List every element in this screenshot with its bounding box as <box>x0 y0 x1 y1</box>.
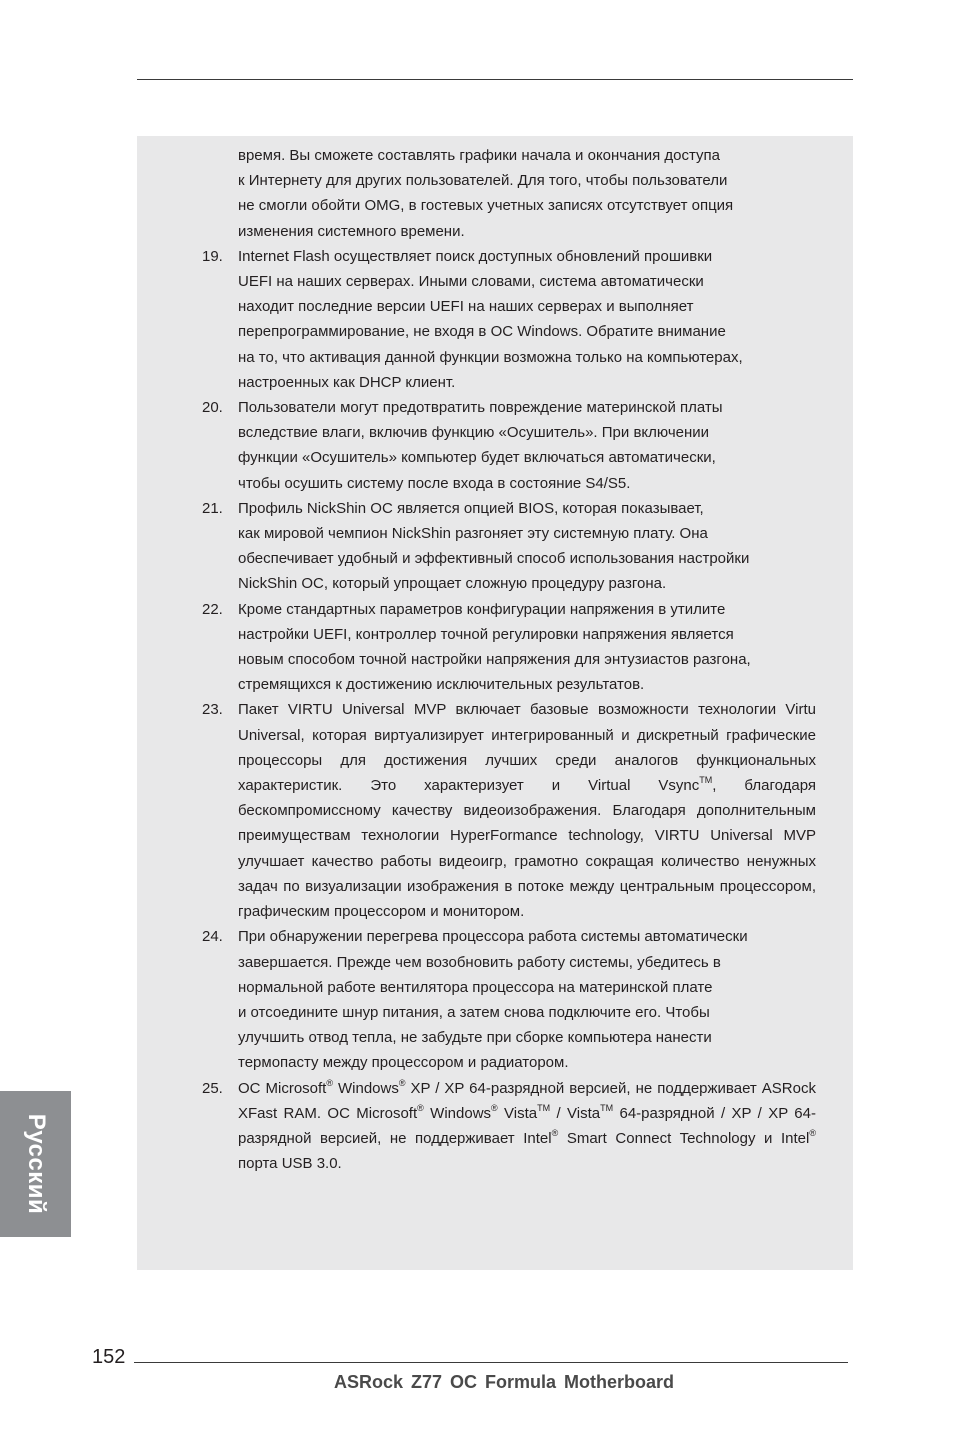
text-line: обеспечивает удобный и эффективный способ использования настройки <box>238 550 750 568</box>
text-line: Профиль NickShin OC является опцией BIOS, которая показывает, <box>238 499 704 517</box>
item-number: 20. <box>202 399 223 417</box>
list-item-22 <box>202 597 816 698</box>
list-item-21 <box>202 496 816 597</box>
text-line: Пользователи могут предотвратить повреждение материнской платы <box>238 399 723 417</box>
text-run: , благодаря бескомпромиссному качеству видеоизображения. Благодаря дополнительным преимуществам технологии HyperFormance technology, VIRTU Universal MVP улучшает качество работы видеоигр, грамотно сокращая количество ненужных задач по визуализации изображения в потоке между центральным процессором, графическим процессором и монитором. <box>238 777 816 921</box>
registered-mark: ® <box>417 1102 424 1113</box>
item-number: 22. <box>202 600 223 618</box>
text-run: 64-разрядной / XP / XP 64-разрядной версией, не поддерживает Intel <box>238 1104 816 1147</box>
text-line: не смогли обойти OMG, в гостевых учетных записях отсутствует опция <box>238 197 734 215</box>
item-number: 23. <box>202 701 223 719</box>
text-line: При обнаружении перегрева процессора работа системы автоматически <box>238 928 748 946</box>
text-run: Windows <box>423 1104 492 1122</box>
text-line: настроенных как DHCP клиент. <box>238 373 456 391</box>
registered-mark: ® <box>326 1077 333 1088</box>
language-side-tab <box>0 1091 71 1237</box>
text-line: изменения системного времени. <box>238 222 465 240</box>
trademark-mark: TM <box>537 1102 551 1113</box>
item-number: 21. <box>202 499 223 517</box>
list-item-19 <box>202 244 816 395</box>
text-line: к Интернету для других пользователей. Для того, чтобы пользователи <box>238 172 728 190</box>
text-line: настройки UEFI, контроллер точной регулировки напряжения является <box>238 625 734 643</box>
list-item-20 <box>202 395 816 496</box>
text-run: Пакет VIRTU Universal MVP включает базовые возможности технологии Virtu Universal, которая виртуализирует интегрированный и дискретный графические процессоры для достижения лучших среди аналогов функциональных характеристик. Это характеризует и Virtual Vsync <box>238 701 816 795</box>
footer-title: ASRock Z77 OC Formula Motherboard <box>333 1372 675 1392</box>
registered-mark: ® <box>551 1127 559 1138</box>
bottom-rule <box>134 1362 848 1363</box>
registered-mark: ® <box>491 1102 498 1113</box>
text-line: Internet Flash осуществляет поиск доступных обновлений прошивки <box>238 247 713 265</box>
text-run: ОС Microsoft <box>238 1079 327 1097</box>
text-line: вследствие влаги, включив функцию «Осушитель». При включении <box>238 424 710 442</box>
text-area <box>202 143 816 1176</box>
trademark-mark: TM <box>699 775 713 786</box>
text-line: функции «Осушитель» компьютер будет включаться автоматически, <box>238 449 716 467</box>
text-line: стремящихся к достижению исключительных результатов. <box>238 676 645 694</box>
text-run: Windows <box>333 1079 399 1097</box>
language-label: Русский <box>22 1113 50 1215</box>
text-run: XP / XP 64-разрядной версией, не поддерживает ASRock XFast RAM. ОС Microsoft <box>238 1079 816 1122</box>
text-line: как мировой чемпион NickShin разгоняет эту системную плату. Она <box>238 525 708 543</box>
text-line: время. Вы сможете составлять графики начала и окончания доступа <box>238 147 721 164</box>
text-run: / Vista <box>550 1104 601 1122</box>
item-number: 19. <box>202 247 223 265</box>
item-number: 24. <box>202 928 223 946</box>
list-item-23 <box>202 697 816 924</box>
text-line: находит последние версии UEFI на наших серверах и выполняет <box>238 298 694 316</box>
text-line: термопасту между процессором и радиатором. <box>238 1054 569 1072</box>
continuation-paragraph <box>238 143 816 244</box>
text-line: UEFI на наших серверах. Иными словами, система автоматически <box>238 273 704 291</box>
list-item-25 <box>202 1076 816 1177</box>
registered-mark: ® <box>398 1077 406 1088</box>
list-item-24 <box>202 924 816 1075</box>
text-line: NickShin OC, который упрощает сложную процедуру разгона. <box>238 575 667 593</box>
text-line: завершается. Прежде чем возобновить работу системы, убедитесь в <box>238 953 721 971</box>
trademark-mark: TM <box>600 1102 614 1113</box>
text-line: на то, что активация данной функции возможна только на компьютерах, <box>238 348 743 366</box>
text-line: перепрограммирование, не входя в ОС Windows. Обратите внимание <box>238 323 726 341</box>
item-paragraph <box>238 697 816 924</box>
text-line: улучшить отвод тепла, не забудьте при сборке компьютера нанести <box>238 1029 712 1047</box>
text-run: порта USB 3.0. <box>238 1155 342 1173</box>
item-paragraph <box>238 1076 816 1177</box>
text-line: и отсоедините шнур питания, а затем снова подключите его. Чтобы <box>238 1003 710 1021</box>
page-number: 152 <box>92 1346 126 1368</box>
registered-mark: ® <box>809 1127 816 1138</box>
text-run: Smart Connect Technology и Intel <box>558 1129 810 1147</box>
text-line: Кроме стандартных параметров конфигурации напряжения в утилите <box>238 600 726 618</box>
top-rule <box>137 79 853 80</box>
text-run: Vista <box>497 1104 538 1122</box>
item-number: 25. <box>202 1079 223 1097</box>
text-line: чтобы осушить систему после входа в состояние S4/S5. <box>238 474 631 492</box>
text-line: нормальной работе вентилятора процессора на материнской плате <box>238 978 713 996</box>
text-line: новым способом точной настройки напряжения для энтузиастов разгона, <box>238 651 751 669</box>
